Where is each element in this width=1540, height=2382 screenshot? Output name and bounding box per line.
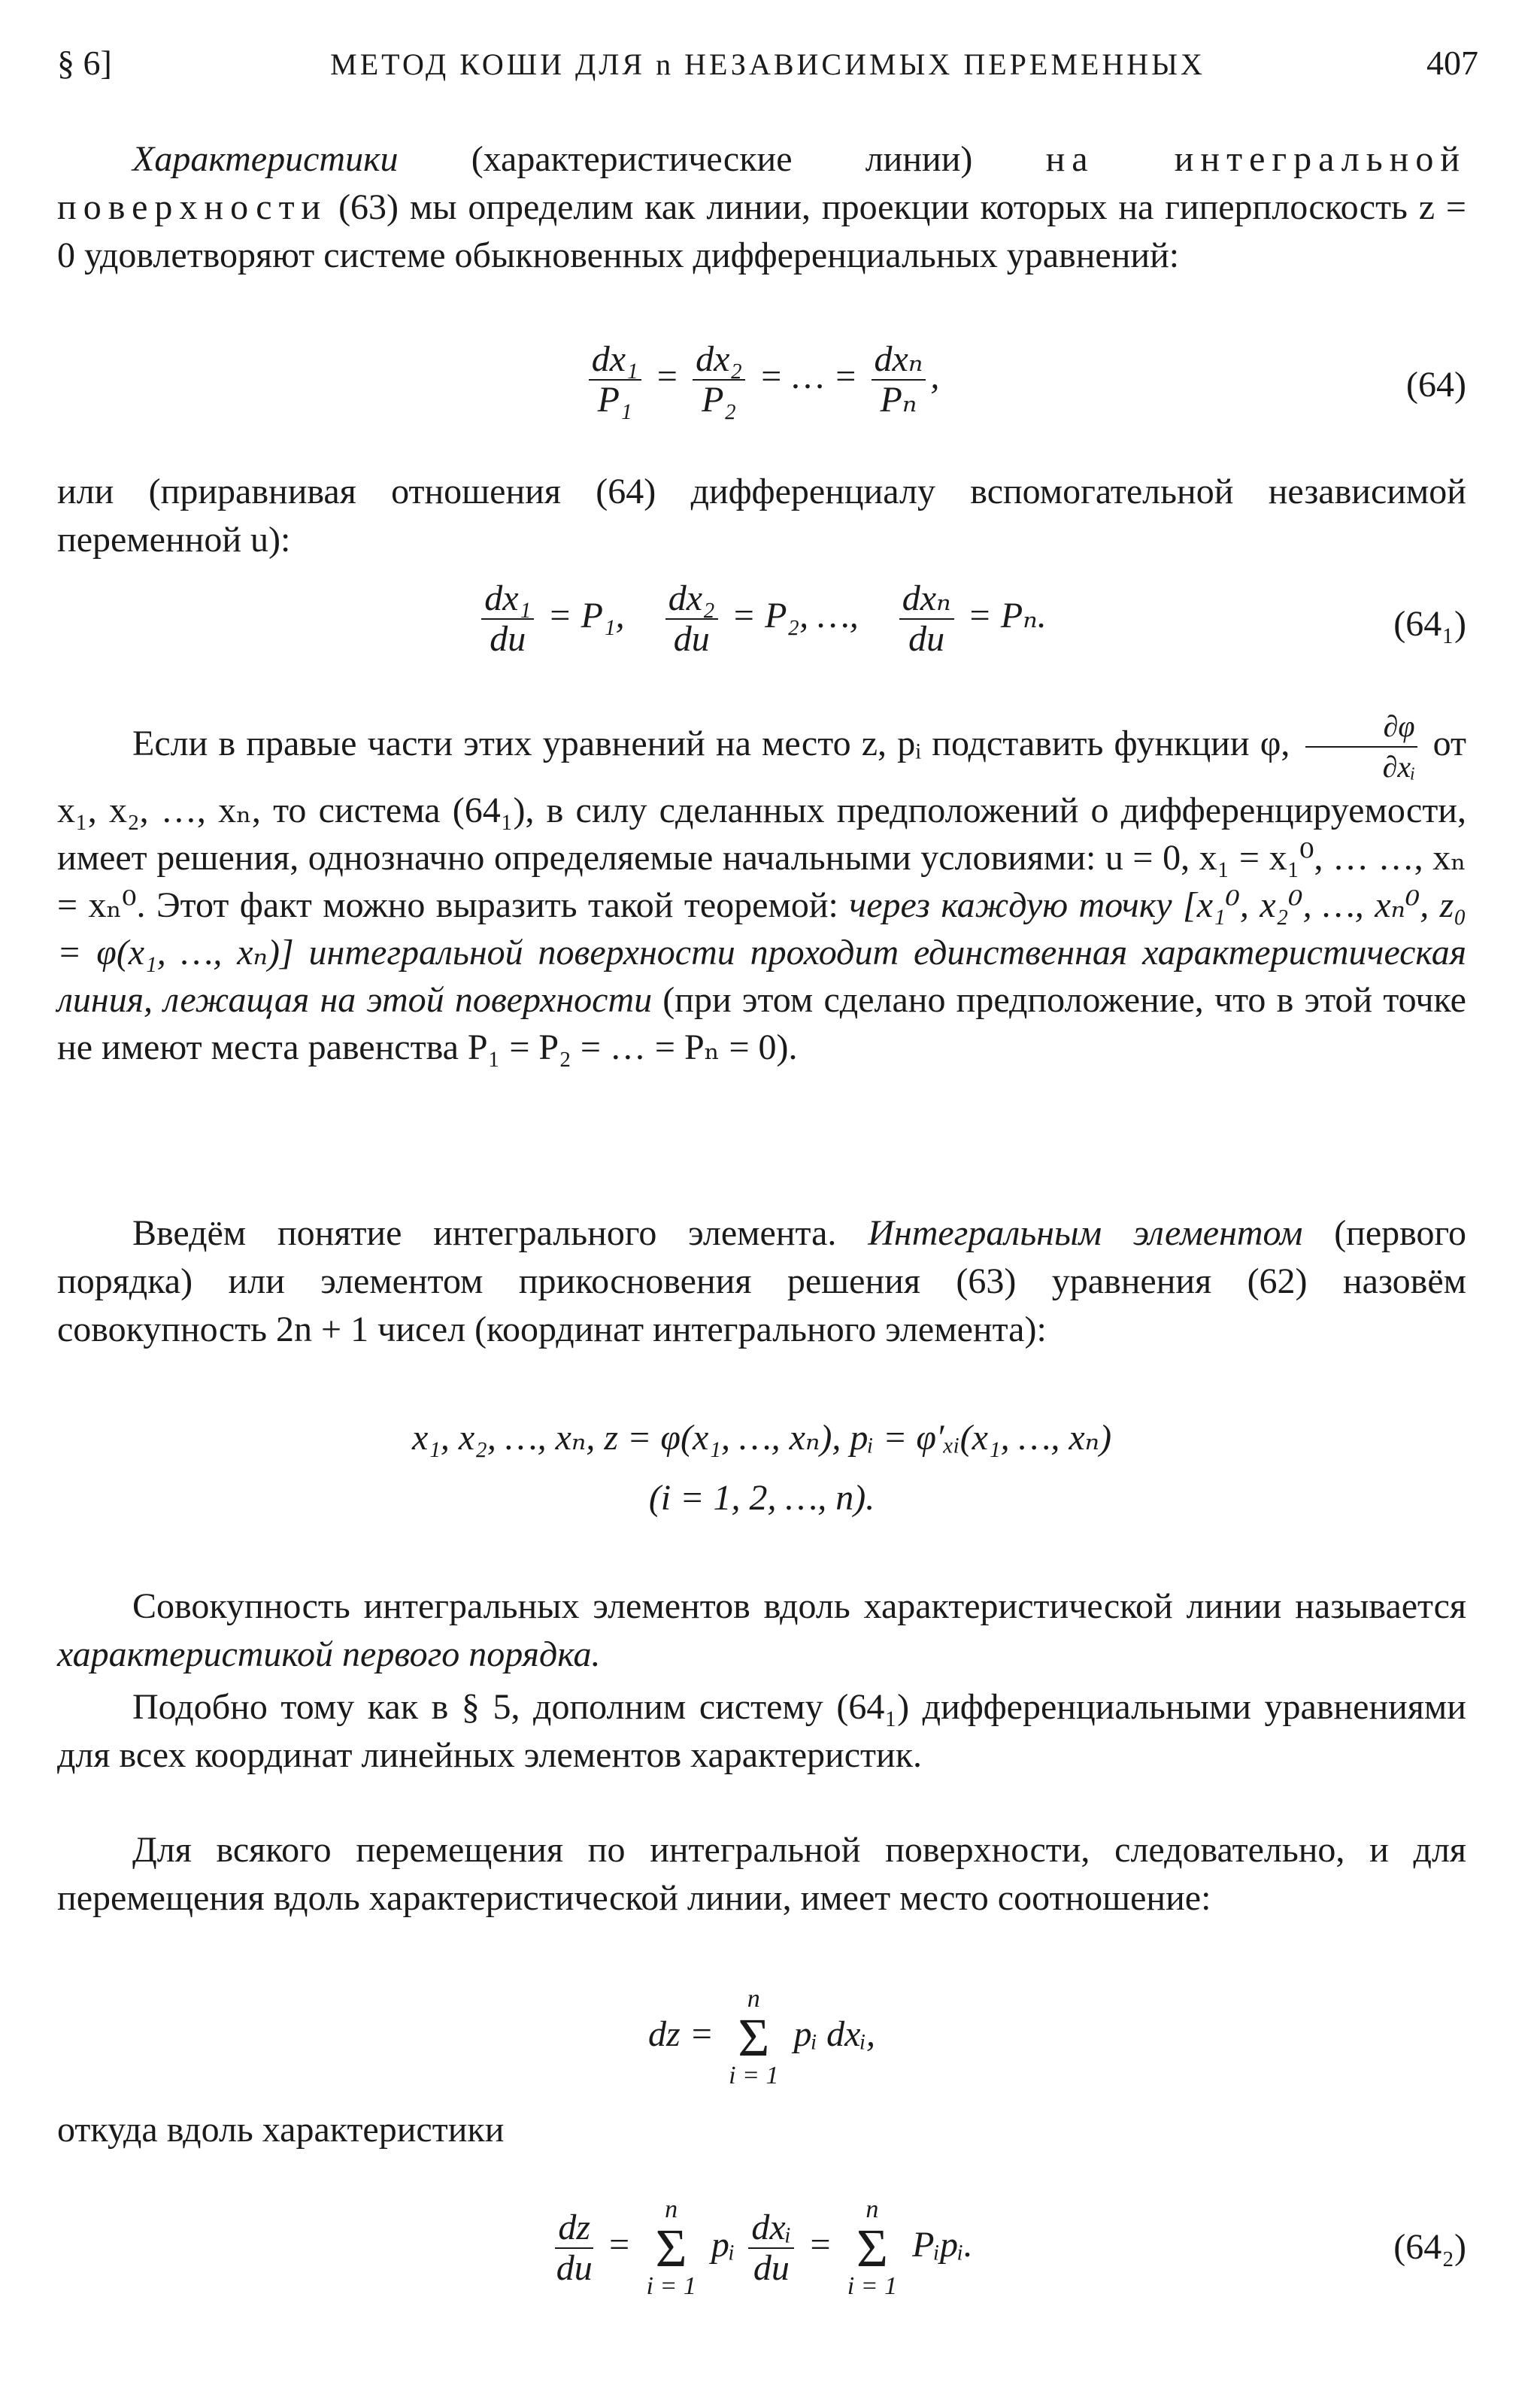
paragraph-along-characteristic: откуда вдоль характеристики — [57, 2110, 505, 2150]
fraction: $\frac{\text{dx₁}}{\text{P₁}}$ — [589, 340, 641, 420]
running-title: МЕТОД КОШИ ДЛЯ n НЕЗАВИСИМЫХ ПЕРЕМЕННЫХ — [330, 47, 1205, 81]
page-number: 407 — [1426, 44, 1478, 82]
fraction: $\frac{\text{dxᵢ}}{du}$ — [748, 2208, 794, 2288]
equation-64 — [57, 340, 1466, 430]
section-marker: § 6] — [57, 44, 112, 82]
paragraph-relation: Для всякого перемещения по интегральной поверхности, следовательно, и для перемещения вдоль характеристической линии, имеет место соотношение: — [57, 1830, 1466, 1918]
paragraph-first-order-characteristic: Совокупность интегральных элементов вдоль характеристической линии называется характеристикой первого порядка. — [57, 1586, 1466, 1674]
paragraph-text: (63) мы определим как линии, проекции которых на гиперплоскость z = 0 удовлетворяют системе обыкновенных дифференциальных уравнений: — [57, 187, 1466, 275]
equation-line: x₁, x₂, …, xₙ, z = φ(x₁, …, xₙ), pᵢ = φ′ₓᵢ(x₁, …, xₙ) — [411, 1418, 1112, 1458]
theorem-statement: через каждую точку [x₁⁰, x₂⁰, …, xₙ⁰, z₀ = φ(x₁, …, xₙ)] интегральной поверхности проходит единственная характеристическая линия, лежащая на этой поверхности — [57, 885, 1467, 1020]
fraction: $\frac{\text{dx₁}}{du}$ — [481, 579, 534, 659]
term-first-order-characteristic: характеристикой первого порядка. — [57, 1634, 601, 1674]
summation: n Σ i = 1 — [729, 1985, 779, 2089]
term-integral-element: Интегральным элементом — [868, 1213, 1303, 1253]
summation: n Σ i = 1 — [646, 2195, 696, 2300]
equation-number: (64₁) — [1393, 604, 1466, 644]
fraction: $\frac{dz}{du}$ — [556, 2208, 593, 2288]
equation-body: $\frac{dz}{du}$ = n Σ i = 1 pᵢ $\frac{\text{dxᵢ}}{du}$ = n Σ i = 1 Pᵢpᵢ. — [556, 2195, 973, 2300]
paragraph-integral-element: Введём понятие интегрального элемента. Интегральным элементом (первого порядка) или элементом прикосновения решения (63) уравнения (62) назовём совокупность 2n + 1 чисел (координат интегрального элемента): — [57, 1213, 1467, 1349]
equation-number: (64₂) — [1393, 2227, 1466, 2267]
equation-body: dz = n Σ i = 1 pᵢ dxᵢ, — [648, 1985, 875, 2089]
paragraph-characteristics-definition — [57, 135, 1466, 280]
partial-derivative: $\frac{\partial\varphi}{\text{∂xᵢ}}$ — [1305, 707, 1418, 787]
equation-number: (64) — [1406, 365, 1466, 405]
equation-64-2 — [57, 2181, 1466, 2309]
fraction: $\frac{\text{dxₙ}}{\text{Pₙ}}$ — [872, 340, 926, 420]
fraction: $\frac{\text{dx₂}}{du}$ — [665, 579, 718, 659]
fraction: $\frac{\text{dxₙ}}{du}$ — [899, 579, 954, 659]
paragraph-supplement-system: Подобно тому как в § 5, дополним систему (64₁) дифференциальными уравнениями для всех координат линейных элементов характеристик. — [57, 1687, 1466, 1775]
page-header — [57, 39, 1478, 92]
summation: n Σ i = 1 — [847, 2195, 898, 2300]
spaced-emphasis: на интегральной поверхности — [57, 139, 1467, 227]
equation-64-1 — [57, 579, 1466, 669]
equation-line: (i = 1, 2, …, n). — [648, 1478, 875, 1518]
equation-integral-element — [57, 1414, 1466, 1534]
paragraph-theorem: Если в правые части этих уравнений на место z, pᵢ подставить функции φ, $\frac{\partial\varphi}{\text{∂xᵢ}}$ от x₁, x₂, …, xₙ, то система (64₁), в силу сделанных предположений о дифференцируемости, имеет решения, однозначно определяемые начальными условиями: u = 0, x₁ = x₁⁰, … …, xₙ = xₙ⁰. Этот факт можно выразить такой теоремой: через каждую точку [x₁⁰, x₂⁰, …, xₙ⁰, z₀ = φ(x₁, …, xₙ)] интегральной поверхности проходит единственная характеристическая линия, лежащая на этой поверхности (при этом сделано предположение, что в этой точке не имеют места равенства P₁ = P₂ = … = Pₙ = 0). — [57, 707, 1466, 1071]
paragraph-text: (характеристические линии) — [398, 139, 1046, 179]
paragraph-auxiliary-variable: или (приравнивая отношения (64) дифференциалу вспомогательной независимой переменной u): — [57, 472, 1466, 560]
term-characteristics: Характеристики — [132, 139, 399, 179]
equation-body: $\frac{\text{dx₁}}{du}$ = P₁, $\frac{\text{dx₂}}{du}$ = P₂, …, $\frac{\text{dxₙ}}{du}$ = Pₙ. — [57, 579, 1466, 659]
fraction: $\frac{\text{dx₂}}{\text{P₂}}$ — [693, 340, 745, 420]
equation-body: $\frac{\text{dx₁}}{\text{P₁}}$ = $\frac{\text{dx₂}}{\text{P₂}}$ = … = $\frac{\text{dxₙ}}{\text{Pₙ}}$ , — [57, 340, 1466, 420]
equation-dz — [57, 1971, 1466, 2089]
